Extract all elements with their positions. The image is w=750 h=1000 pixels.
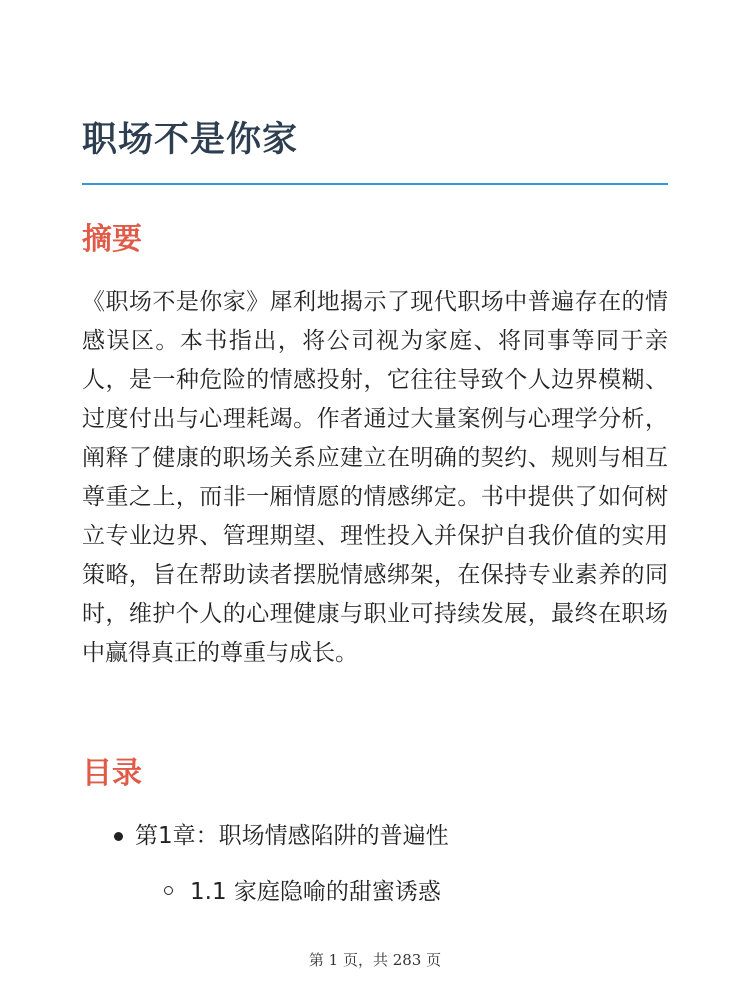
toc-heading: 目录 (82, 756, 142, 791)
toc-item-label: 1.1 家庭隐喻的甜蜜诱惑 (190, 879, 441, 905)
summary-paragraph: 《职场不是你家》犀利地揭示了现代职场中普遍存在的情感误区。本书指出，将公司视为家庭、将同事等同于亲人，是一种危险的情感投射，它往往导致个人边界模糊、过度付出与心理耗竭。作者通过大量案例与心理学分析，阐释了健康的职场关系应建立在明确的契约、规则与相互尊重之上，而非一厢情愿的情感绑定。书中提供了如何树立专业边界、管理期望、理性投入并保护自我价值的实用策略，旨在帮助读者摆脱情感绑架，在保持专业素养的同时，维护个人的心理健康与职业可持续发展，最终在职场中赢得真正的尊重与成长。 (82, 289, 668, 666)
page-number-footer: 第 1 页，共 283 页 (308, 951, 442, 969)
title-divider (82, 183, 668, 185)
toc-item-section-1-1[interactable] (82, 868, 668, 916)
table-of-contents (82, 812, 668, 916)
summary-heading: 摘要 (82, 222, 142, 257)
document-title: 职场不是你家 (82, 120, 299, 160)
toc-item-label: 第1章：职场情感陷阱的普遍性 (135, 823, 449, 849)
toc-item-chapter-1[interactable] (82, 812, 668, 860)
bullet-circle-icon (164, 886, 173, 895)
bullet-disc-icon (114, 832, 123, 841)
